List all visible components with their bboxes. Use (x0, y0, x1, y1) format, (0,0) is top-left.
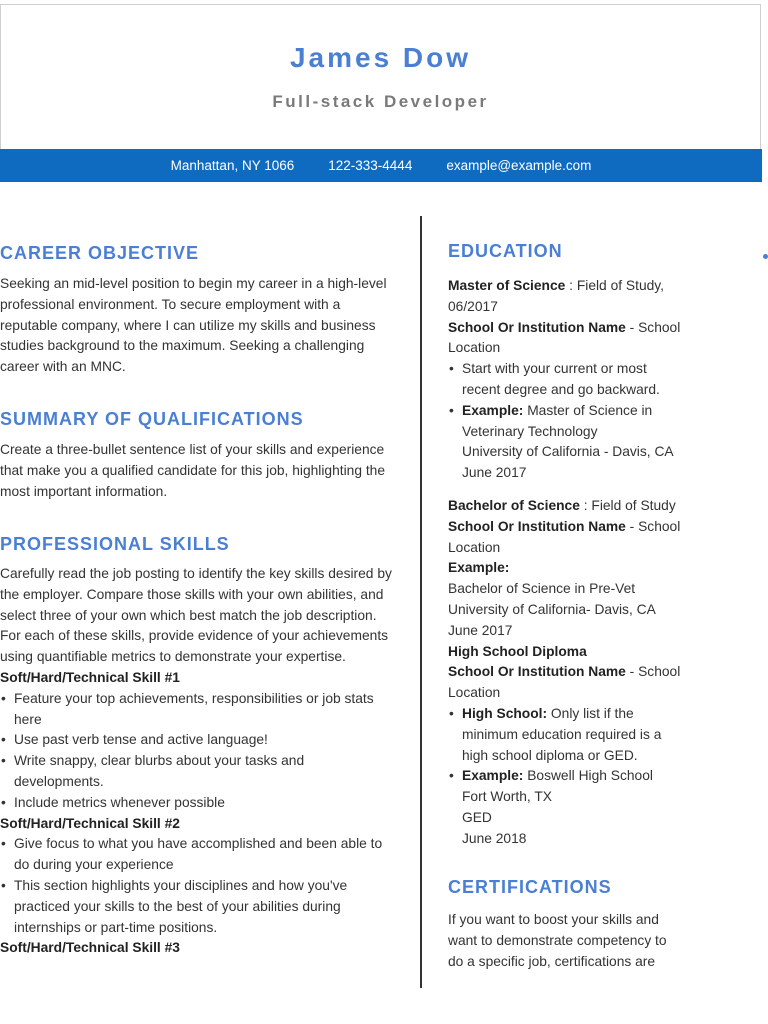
hs-example-ged: GED (462, 809, 492, 825)
bs-field: : Field of Study (579, 497, 676, 513)
hs-text: Only list if the minimum education required is a high school diploma or GED. (462, 705, 662, 763)
skill1-bullet: • Include metrics whenever possible (14, 793, 393, 814)
bs-example-date: June 2017 (448, 622, 513, 638)
ms-example-date: June 2017 (462, 465, 527, 481)
ms-field: : Field of Study, 06/2017 (448, 278, 664, 314)
bs-school-location: - School Location (448, 518, 681, 555)
hs-example-bullet (462, 766, 684, 849)
hs-example-school: Boswell High School (523, 768, 653, 784)
career-objective-text (0, 274, 395, 378)
bs-school-name: School Or Institution Name (448, 518, 626, 534)
career-objective-heading: CAREER OBJECTIVE (0, 243, 200, 263)
skill2-title: Soft/Hard/Technical Skill #2 (0, 815, 180, 831)
hs-list (448, 704, 684, 850)
skills-intro: Carefully read the job posting to identify the key skills desired by the employer. Compare those skills with your own abilities, and select three of your own which best match the job description. For each of these skills, provide evidence of your achievements using quantifiable metrics to demonstrate your expertise. (0, 566, 392, 665)
decorative-dot (763, 254, 768, 259)
education-section (448, 276, 684, 850)
certifications-section (448, 910, 684, 972)
skill3-title: Soft/Hard/Technical Skill #3 (0, 940, 180, 956)
skill1-bullet: • Write snappy, clear blurbs about your tasks and developments. (14, 751, 393, 793)
bs-degree: Bachelor of Science (448, 497, 580, 513)
skills-heading: PROFESSIONAL SKILLS (0, 534, 230, 554)
career-objective-body: Seeking an mid-level position to begin my career in a high-level professional environment. To secure employment with a reputable company, where I can utilize my skills and business studies background to the maximum. Seeking a challenging career with an MNC. (0, 276, 387, 375)
bs-example-school: University of California- Davis, CA (448, 601, 656, 617)
skill1-bullet: • Use past verb tense and active language! (14, 730, 393, 751)
ms-degree: Master of Science (448, 278, 566, 293)
bs-example-degree: Bachelor of Science in Pre-Vet (448, 581, 636, 597)
contact-location: Manhattan, NY 1066 (170, 158, 295, 173)
hs-label: High School: (462, 705, 548, 721)
skill1-title: Soft/Hard/Technical Skill #1 (0, 669, 180, 685)
hs-school-name: School Or Institution Name (448, 664, 626, 680)
hs-diploma: High School Diploma (448, 643, 587, 659)
skills-section (0, 564, 393, 959)
summary-text (0, 440, 395, 502)
contact-bar (0, 149, 762, 182)
certifications-body: If you want to boost your skills and want to demonstrate competency to do a specific job, certifications are (448, 912, 667, 969)
contact-phone: 122-333-4444 (328, 158, 413, 173)
ms-example-label: Example: (462, 402, 524, 418)
skill1-bullet: • Feature your top achievements, responsibilities or job stats here (14, 689, 393, 731)
hs-school-location: - School Location (448, 664, 681, 701)
skill2-list (0, 834, 393, 938)
candidate-name: James Dow (289, 42, 472, 73)
summary-body: Create a three-bullet sentence list of your skills and experience that make you a qualified candidate for this job, highlighting the most important information. (0, 442, 386, 499)
hs-bullet (462, 704, 684, 766)
job-title: Full-stack Developer (272, 92, 489, 111)
summary-heading: SUMMARY OF QUALIFICATIONS (0, 409, 304, 429)
skill2-bullet: • Give focus to what you have accomplished and been able to do during your experience (14, 834, 393, 876)
ms-school-name: School Or Institution Name (448, 319, 626, 335)
ms-list (448, 359, 684, 484)
hs-example-date: June 2018 (462, 830, 527, 846)
bs-example-label: Example: (448, 560, 510, 576)
column-divider (420, 216, 422, 988)
ms-school-location: - School Location (448, 319, 681, 356)
hs-example-city: Fort Worth, TX (462, 789, 552, 805)
ms-example-school: University of California - Davis, CA (462, 444, 674, 460)
ms-example-bullet (462, 401, 684, 484)
ms-bullet: • Start with your current or most recent degree and go backward. (462, 359, 684, 401)
contact-email: example@example.com (446, 158, 592, 173)
hs-example-label: Example: (462, 768, 524, 784)
certifications-heading: CERTIFICATIONS (448, 877, 612, 897)
education-heading: EDUCATION (448, 241, 563, 261)
ms-example-degree: Master of Science in Veterinary Technology (462, 402, 653, 439)
skill1-list (0, 689, 393, 814)
skill2-bullet: • This section highlights your disciplines and how you've practiced your skills to the best of your abilities during internships or part-time positions. (14, 876, 393, 938)
